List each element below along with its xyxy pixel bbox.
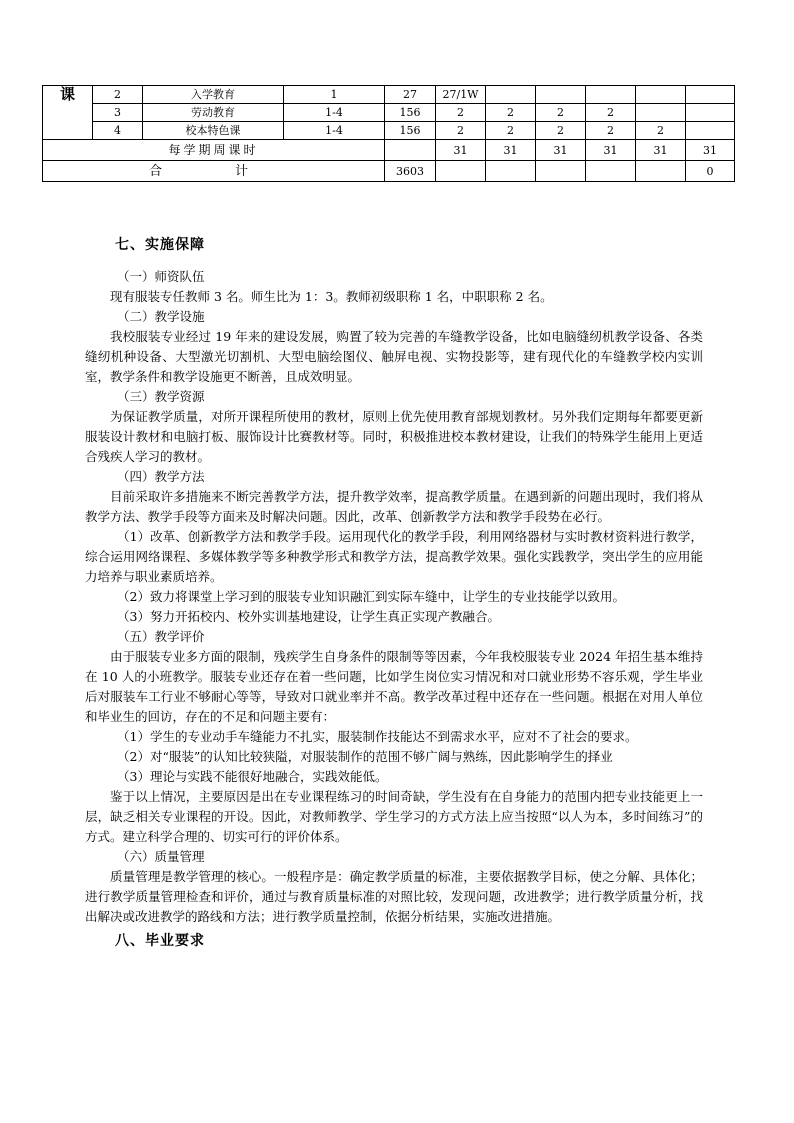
course-term: 1-4 [284,122,385,140]
subsection-title: （六）质量管理 [117,849,205,864]
week-cell: 2 [586,104,636,122]
paragraph: 为保证教学质量，对所开课程所使用的教材，原则上优先使用教育部规划教材。另外我们定期每年都要更新服装设计教材和电脑打板、服饰设计比赛教材等。同时，积极推进校本教材建设，让我们的特殊学生能用上更适合残疾人学习的教材。 [85,409,703,464]
weekly-hours-label: 每学期周课时 [43,140,385,161]
course-no: 4 [93,122,143,140]
paragraph: 目前采取许多措施来不断完善教学方法，提升教学效率，提高教学质量。在遇到新的问题出现时，我们将从教学方法、教学手段等方面来及时解决问题。因此，改革、创新教学方法和教学手段势在必行。 [85,489,703,524]
subsection-title: （一）师资队伍 [117,269,205,284]
course-term: 1-4 [284,104,385,122]
list-item: （1）改革、创新教学方法和教学手段。运用现代化的教学手段，利用网络器材与实时教材资料进行教学，综合运用网络课程、多媒体教学等多种教学形式和教学方法，提高教学效果。强化实践教学，突出学生的应用能力培养与职业素质培养。 [85,529,703,584]
week-cell: 2 [636,122,686,140]
course-name: 入学教育 [143,86,284,104]
week-cell: 2 [486,122,536,140]
subsection-title: （五）教学评价 [117,629,205,644]
week-cell [686,104,735,122]
course-hours: 156 [385,104,436,122]
course-hours: 156 [385,122,436,140]
week-cell: 2 [486,104,536,122]
list-item: （2）对“服装”的认知比较狭隘，对服装制作的范围不够广阔与熟练，因此影响学生的择业 [117,749,613,764]
course-no: 2 [93,86,143,104]
category-cell: 课 [43,86,93,140]
week-cell [636,86,686,104]
week-cell: 2 [436,122,486,140]
week-cell [436,161,486,182]
table-row [43,86,735,104]
week-cell [686,122,735,140]
paragraph: 质量管理是教学管理的核心。一般程序是：确定教学质量的标准，主要依据教学目标，使之分解、具体化；进行教学质量管理检查和评价，通过与教育质量标准的对照比较，发现问题，改进教学；进行教学质量分析，找出解决或改进教学的路线和方法；进行教学质量控制，依据分析结果，实施改进措施。 [85,869,703,924]
list-item: （2）致力将课堂上学习到的服装专业知识融汇到实际车缝中，让学生的专业技能学以致用。 [117,589,625,604]
week-cell [536,161,586,182]
subsection-title: （四）教学方法 [117,469,205,484]
week-cell [586,86,636,104]
course-term: 1 [284,86,385,104]
course-no: 3 [93,104,143,122]
weekly-hours-row [43,140,735,161]
total-label: 合 计 [43,161,385,182]
paragraph: 现有服装专任教师 3 名。师生比为 1：3。教师初级职称 1 名，中职职称 2 名。 [110,289,553,304]
course-name: 劳动教育 [143,104,284,122]
week-cell: 31 [636,140,686,161]
total-hours: 3603 [385,161,436,182]
section-heading: 八、毕业要求 [115,933,205,949]
document-body [85,235,703,951]
week-cell [636,104,686,122]
subsection-title: （三）教学资源 [117,389,205,404]
paragraph: 我校服装专业经过 19 年来的建设发展，购置了较为完善的车缝教学设备，比如电脑缝纫机教学设备、各类缝纫机种设备、大型激光切割机、大型电脑绘图仪、触屏电视、实物投影等，建有现代化的车缝教学校内实训室，教学条件和教学设施更不断善，且成效明显。 [85,329,703,384]
course-name: 校本特色课 [143,122,284,140]
week-cell [686,86,735,104]
total-row [43,161,735,182]
week-cell [486,86,536,104]
week-cell: 31 [486,140,536,161]
weekly-hours-total [385,140,436,161]
curriculum-table [42,85,735,182]
week-cell: 2 [586,122,636,140]
subsection-title: （二）教学设施 [117,309,205,324]
week-cell [486,161,536,182]
week-cell: 31 [436,140,486,161]
table-row [43,122,735,140]
paragraph: 鉴于以上情况，主要原因是出在专业课程练习的时间奇缺，学生没有在自身能力的范围内把专业技能更上一层，缺乏相关专业课程的开设。因此，对教师教学、学生学习的方式方法上应当按照“以人为本，多时间练习”的方式。建立科学合理的、切实可行的评价体系。 [85,789,703,844]
week-cell: 31 [686,140,735,161]
week-cell [536,86,586,104]
week-cell: 31 [536,140,586,161]
table-row [43,104,735,122]
week-cell: 2 [536,122,586,140]
week-cell: 31 [586,140,636,161]
section-heading: 七、实施保障 [115,237,205,253]
week-cell [586,161,636,182]
week-cell [636,161,686,182]
week-cell: 2 [536,104,586,122]
total-last: 0 [686,161,735,182]
list-item: （1）学生的专业动手车缝能力不扎实，服装制作技能达不到需求水平，应对不了社会的要求。 [117,729,638,744]
paragraph: 由于服装专业多方面的限制，残疾学生自身条件的限制等等因素，今年我校服装专业 2024 年招生基本维持在 10 人的小班教学。服装专业还存在着一些问题，比如学生岗位实习情况和对口就业形势不容乐观，学生毕业后对服装车工行业不够耐心等等，导致对口就业率并不高。教学改革过程中还存在一些问题。根据在对用人单位和毕业生的回访，存在的不足和问题主要有： [85,649,703,724]
course-hours: 27 [385,86,436,104]
list-item: （3）理论与实践不能很好地融合，实践效能低。 [117,769,388,784]
list-item: （3）努力开拓校内、校外实训基地建设，让学生真正实现产教融合。 [117,609,500,624]
week-cell: 27/1W [436,86,486,104]
week-cell: 2 [436,104,486,122]
